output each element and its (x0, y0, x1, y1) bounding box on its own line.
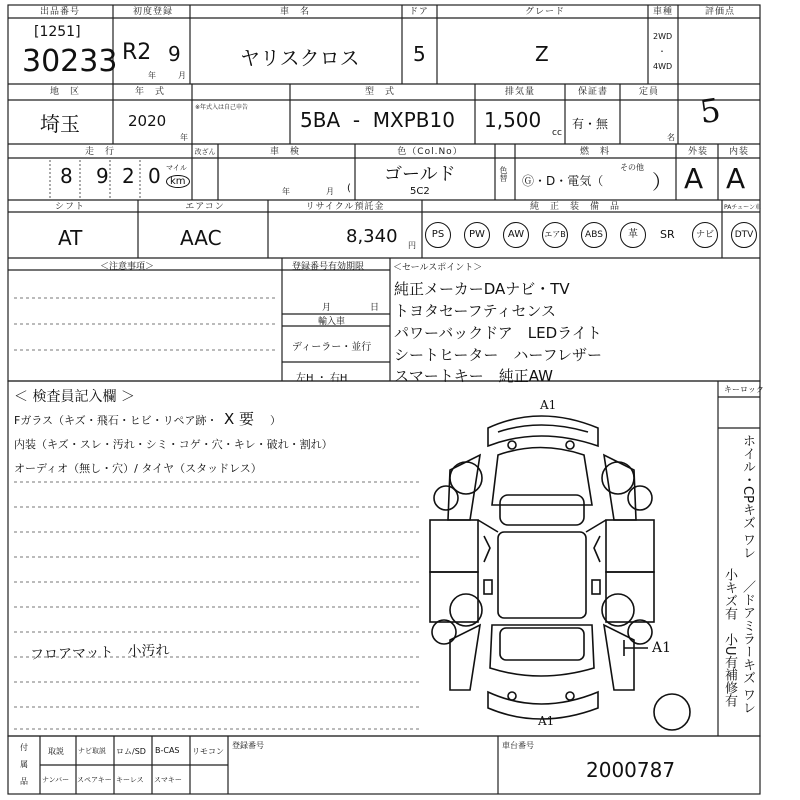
footer-side-1: 付 (20, 743, 28, 752)
color-name: ゴールド (384, 164, 456, 185)
handle-value: 左H ・ 右H (296, 373, 348, 384)
sales-point-4: シートヒーター ハーフレザー (394, 346, 603, 364)
katashiki-label: 型 式 (364, 87, 395, 97)
car-name: ヤリスクロス (240, 46, 360, 70)
mark-side: A1 (652, 640, 672, 656)
reg-month-unit: 月 (322, 303, 332, 313)
sales-point-5: スマートキー 純正AW (394, 367, 553, 385)
name-label: 車 名 (279, 7, 310, 17)
equip-navi: ナビ (692, 222, 718, 248)
recycle-value: 8,340 (346, 226, 398, 247)
equip-ps: PS (425, 222, 451, 248)
lot-bracket: [1251] (34, 24, 81, 40)
mileage-unit-km: km (166, 175, 190, 188)
vertical-note-3: 小キズ有 小U有 (722, 568, 737, 669)
reg-expiry-label: 登録番号有効期限 (292, 262, 365, 272)
footer-cell-navi-manual: ナビ取説 (78, 747, 106, 755)
color-label: 色（Col.No） (397, 147, 463, 157)
grade-label: グレード (524, 7, 565, 17)
inspection-year-unit: 年 (282, 187, 290, 196)
chain-label: PAチェーン車 (724, 204, 762, 211)
glass-line: Fガラス（キズ・飛石・ヒビ・リペア跡・ (14, 414, 218, 427)
footer-cell-bcas: B-CAS (155, 746, 180, 755)
vertical-note-4: 補修有 (722, 668, 737, 707)
drive-dot: ・ (658, 47, 666, 56)
inspection-month-unit: 月 (326, 187, 334, 196)
year-unit: 年 (148, 71, 156, 80)
equip-sr: SR (660, 228, 675, 241)
fuel-value: Ⓖ・D・電気（ (522, 174, 604, 188)
reg-day-unit: 日 (370, 303, 380, 313)
footer-cell-remote: リモコン (192, 747, 224, 756)
month-unit: 月 (178, 71, 186, 80)
equip-pw: PW (464, 222, 490, 248)
equip-dtv: DTV (731, 222, 757, 248)
color-change-label: 色替 (499, 166, 508, 182)
footer-cell-smart-key: スマキー (154, 776, 182, 784)
footer-cell-keyless: キーレス (116, 776, 144, 784)
ac-label: エアコン (185, 202, 225, 212)
interior-line: 内装（キズ・スレ・汚れ・シミ・コゲ・穴・キレ・破れ・割れ） (14, 438, 333, 451)
mark-front: A1 (540, 398, 557, 412)
sales-point-3: パワーバックドア LEDライト (394, 324, 602, 342)
model-year-value: 2020 (128, 112, 167, 130)
glass-mark: X 要 (224, 410, 255, 428)
ac-value: AAC (180, 226, 222, 250)
footer-cell-spare-key: スペアキー (77, 776, 112, 784)
vertical-note-1: ホイル・CPキズ ワレ (740, 434, 755, 560)
area-value: 埼玉 (40, 112, 80, 136)
inspector-title: ＜ 検査員記入欄 ＞ (14, 389, 135, 405)
equip-leather: 革 (620, 222, 646, 248)
inspection-paren: ( (347, 183, 351, 194)
footer-cell-manual: 取説 (48, 747, 64, 756)
equipment-label: 純 正 装 備 品 (529, 202, 620, 212)
door-label: ドア (409, 7, 429, 17)
mileage-digit-1: 8 (60, 164, 73, 188)
warranty-label: 保証書 (577, 87, 608, 97)
caution-label: ＜注意事項＞ (100, 262, 155, 272)
displacement-label: 排気量 (504, 87, 535, 97)
score-value: 5 (697, 90, 723, 132)
equip-abs: ABS (581, 222, 607, 248)
sales-point-1: 純正メーカーDAナビ・TV (394, 280, 570, 298)
warranty-value: 有・無 (572, 117, 609, 131)
lot-label: 出品番号 (39, 7, 80, 17)
score-label: 評価点 (704, 7, 735, 17)
chassis-label: 車台番号 (502, 741, 534, 750)
inspection-label: 車 検 (269, 147, 300, 157)
exterior-label: 外装 (687, 147, 708, 157)
exterior-value: A (684, 162, 704, 195)
mileage-digit-3: 2 (122, 164, 135, 188)
area-label: 地 区 (49, 87, 80, 97)
import-label: 輸入車 (318, 317, 346, 327)
drive-4wd: 4WD (653, 62, 673, 71)
audio-line: オーディオ（無し・穴）/ タイヤ（スタッドレス） (14, 462, 262, 475)
yen-unit: 円 (408, 241, 416, 250)
chassis-number: 2000787 (586, 758, 676, 782)
grade-box-label: 車種 (652, 7, 673, 17)
reg-number-label: 登録番号 (232, 741, 264, 750)
equip-aw: AW (503, 222, 529, 248)
key-lock-label: キーロック (724, 385, 764, 394)
fuel-label: 燃 料 (579, 147, 610, 157)
handwritten-note: フロアマット 小汚れ (29, 642, 170, 664)
mark-rear: A1 (538, 714, 555, 728)
fuel-close: ） (652, 170, 672, 194)
mileage-label: 走 行 (84, 147, 115, 157)
model-code: 5BA - MXPB10 (300, 108, 455, 132)
sales-point-2: トヨタセーフティセンス (394, 302, 557, 320)
mileage-digit-4: 0 (148, 164, 161, 188)
fuel-other: その他 (620, 163, 644, 172)
capacity-label: 定員 (638, 87, 659, 97)
glass-close: ） (270, 414, 281, 427)
mileage-unit-top: マイル (166, 164, 187, 172)
vertical-note-2: ／ドアミラーキズ ワレ (740, 580, 755, 715)
lot-number: 30233 (22, 44, 118, 79)
recycle-label: リサイクル預託金 (305, 202, 385, 212)
footer-side-2: 属 (20, 760, 28, 769)
dealer-value: ディーラー・並行 (292, 342, 372, 353)
door-count: 5 (413, 42, 426, 66)
cc-unit: cc (552, 128, 562, 138)
person-unit: 名 (667, 133, 675, 142)
drive-2wd: 2WD (653, 32, 673, 41)
displacement-value: 1,500 (484, 108, 542, 132)
interior-value: A (726, 162, 746, 195)
meter-label: 改ざん (194, 148, 216, 156)
first-reg-label: 初度登録 (132, 7, 173, 17)
sales-label: ＜セールスポイント＞ (393, 263, 483, 273)
era-year: R2 (122, 40, 152, 65)
shift-label: シフト (54, 202, 85, 212)
color-code: 5C2 (410, 186, 430, 197)
footer-cell-rom: ロム/SD (116, 747, 146, 756)
grade-value: Z (535, 42, 549, 66)
model-year-unit: 年 (180, 133, 188, 142)
model-year-label: 年 式 (134, 87, 165, 97)
footer-cell-number: ナンバー (42, 776, 70, 784)
equip-airbag: エアB (542, 222, 568, 248)
model-year-note: ※年式入は自己申告 (195, 104, 249, 111)
shift-value: AT (58, 226, 83, 250)
interior-label: 内装 (728, 147, 749, 157)
footer-side-3: 品 (20, 777, 28, 786)
mileage-digit-2: 9 (96, 164, 109, 188)
reg-month: 9 (168, 42, 181, 66)
